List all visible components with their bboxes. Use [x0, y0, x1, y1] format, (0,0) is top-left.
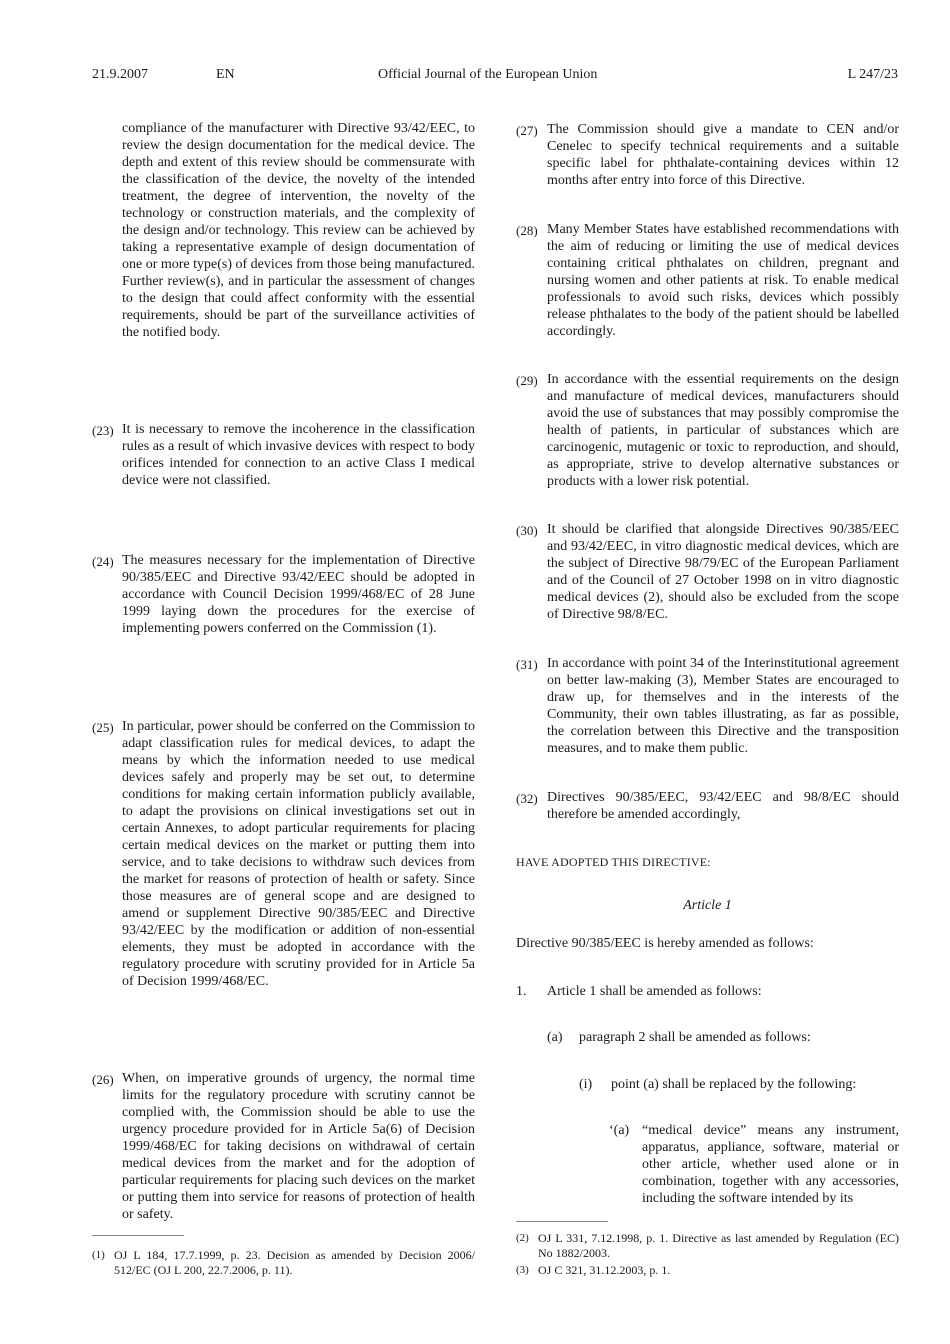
item-i-number: (i): [579, 1077, 593, 1092]
recital-31-number: (31): [516, 657, 538, 672]
recital-26-text: When, on imperative grounds of urgency, the normal time limits for the regulatory procedure with scrutiny cannot be complied with, the Commission should be able to use the urgency procedure provided for in Article 5a(6) of Decision 1999/468/EC for taking decisions on withdrawal of certain medical devices from the market and for the adoption of particular requirements for placing such devices on the market or putting them into service for reasons of protection of health or safety.: [122, 1071, 475, 1222]
header-date: 21.9.2007: [92, 67, 148, 82]
recital-26-number: (26): [92, 1072, 114, 1087]
recital-24-text: The measures necessary for the implementation of Directive 90/385/EEC and Directive 93/42/EEC should be adopted in accordance with Council Decision 1999/468/EC of 28 June 1999 laying down the procedures for the exercise of implementing powers conferred on the Commission (1).: [122, 553, 475, 636]
item-i-text: point (a) shall be replaced by the following:: [611, 1077, 857, 1092]
item-1-number: 1.: [516, 984, 527, 999]
footnote-2-number: (2): [516, 1232, 529, 1244]
footnote-separator-right: [516, 1221, 608, 1222]
footnote-separator-left: [92, 1235, 184, 1236]
recital-31-text: In accordance with point 34 of the Interinstitutional agreement on better law-making (3), Member States are encouraged to draw up, for themselves and in the interests of the Community, their own tables illustrating, as far as possible, the correlation between this Directive and the transposition measures, and to make them public.: [547, 656, 899, 756]
recital-22-continuation: compliance of the manufacturer with Directive 93/42/EEC, to review the design documentation for the medical device. The depth and extent of this review should be commensurate with the classification of the device, the novelty of the intended treatment, the degree of intervention, the novelty of the technology or construction materials, and the complexity of the design and/or technology. This review can be achieved by taking a representative example of design documentation of one or more type(s) of devices from those being manufactured. Further review(s), and in particular the assessment of changes to the design that could affect conformity with the essential requirements, should be part of the surveillance activities of the notified body.: [122, 121, 475, 340]
quoted-point-a-number: ‘(a): [609, 1123, 630, 1138]
article-1-title: Article 1: [683, 898, 732, 913]
recital-25-number: (25): [92, 720, 114, 735]
header-page-reference: L 247/23: [847, 67, 898, 82]
footnote-1-text: OJ L 184, 17.7.1999, p. 23. Decision as amended by Decision 2006/ 512/EC (OJ L 200, 22.7.2006, p. 11).: [114, 1248, 475, 1277]
item-a-number: (a): [547, 1030, 563, 1045]
article-1-intro: Directive 90/385/EEC is hereby amended as follows:: [516, 936, 814, 951]
recital-32-number: (32): [516, 791, 538, 806]
recital-25-text: In particular, power should be conferred on the Commission to adapt classification rules for medical devices, to adapt the means by which the information needed to use medical devices safely and properly may be set out, to determine conditions for making certain information publicly available, to adapt the provisions on clinical investigations set out in certain Annexes, to adopt particular requirements for placing certain medical devices on the market or putting them into service, and to take decisions to withdraw such devices from the market for reasons of protection of health or safety. Since those measures are of general scope and are designed to amend or supplement Directive 90/385/EEC and Directive 93/42/EEC by the modification or addition of non-essential elements, they must be adopted in accordance with the regulatory procedure with scrutiny provided for in Article 5a of Decision 1999/468/EC.: [122, 719, 475, 989]
item-1-text: Article 1 shall be amended as follows:: [547, 984, 762, 999]
footnote-1-number: (1): [92, 1249, 105, 1261]
recital-32-text: Directives 90/385/EEC, 93/42/EEC and 98/8/EC should therefore be amended accordingly,: [547, 790, 899, 822]
header-journal-title: Official Journal of the European Union: [378, 67, 598, 82]
quoted-point-a-text: “medical device” means any instrument, apparatus, appliance, software, material or other article, whether used alone or in combination, together with any accessories, including the software intended by its: [642, 1123, 899, 1206]
recital-28-number: (28): [516, 223, 538, 238]
recital-28-text: Many Member States have established recommendations with the aim of reducing or limiting the use of medical devices containing critical phthalates on children, pregnant and nursing women and other patients at risk. To enable medical professionals to avoid such risks, devices which possibly release phthalates to the body of the patient should be labelled accordingly.: [547, 222, 899, 339]
recital-24-number: (24): [92, 554, 114, 569]
recital-29-number: (29): [516, 373, 538, 388]
recital-23-number: (23): [92, 423, 114, 438]
recital-30-text: It should be clarified that alongside Directives 90/385/EEC and 93/42/EEC, in vitro diagnostic medical devices, which are the subject of Directive 98/79/EC of the European Parliament and of the Council of 27 October 1998 on in vitro diagnostic medical devices (2), should also be excluded from the scope of Directive 98/8/EC.: [547, 522, 899, 622]
recital-27-text: The Commission should give a mandate to CEN and/or Cenelec to specify technical requirements and a suitable specific label for phthalate-containing devices within 12 months after entry into force of this Directive.: [547, 122, 899, 188]
header-language: EN: [216, 67, 235, 82]
recital-29-text: In accordance with the essential requirements on the design and manufacture of medical devices, manufacturers should avoid the use of substances that may possibly compromise the health of patients, in particular of substances which are carcinogenic, mutagenic or toxic to reproduction, and should, as appropriate, strive to develop alternative substances or products with a lower risk potential.: [547, 372, 899, 489]
recital-30-number: (30): [516, 523, 538, 538]
item-a-text: paragraph 2 shall be amended as follows:: [579, 1030, 811, 1045]
footnote-3-number: (3): [516, 1264, 529, 1276]
adoption-formula: HAVE ADOPTED THIS DIRECTIVE:: [516, 855, 711, 869]
recital-23-text: It is necessary to remove the incoherence in the classification rules as a result of which invasive devices with respect to body orifices intended for connection to an active Class I medical device were not classified.: [122, 422, 475, 488]
footnote-3-text: OJ C 321, 31.12.2003, p. 1.: [538, 1263, 671, 1277]
recital-27-number: (27): [516, 123, 538, 138]
footnote-2-text: OJ L 331, 7.12.1998, p. 1. Directive as last amended by Regulation (EC) No 1882/2003.: [538, 1231, 899, 1260]
